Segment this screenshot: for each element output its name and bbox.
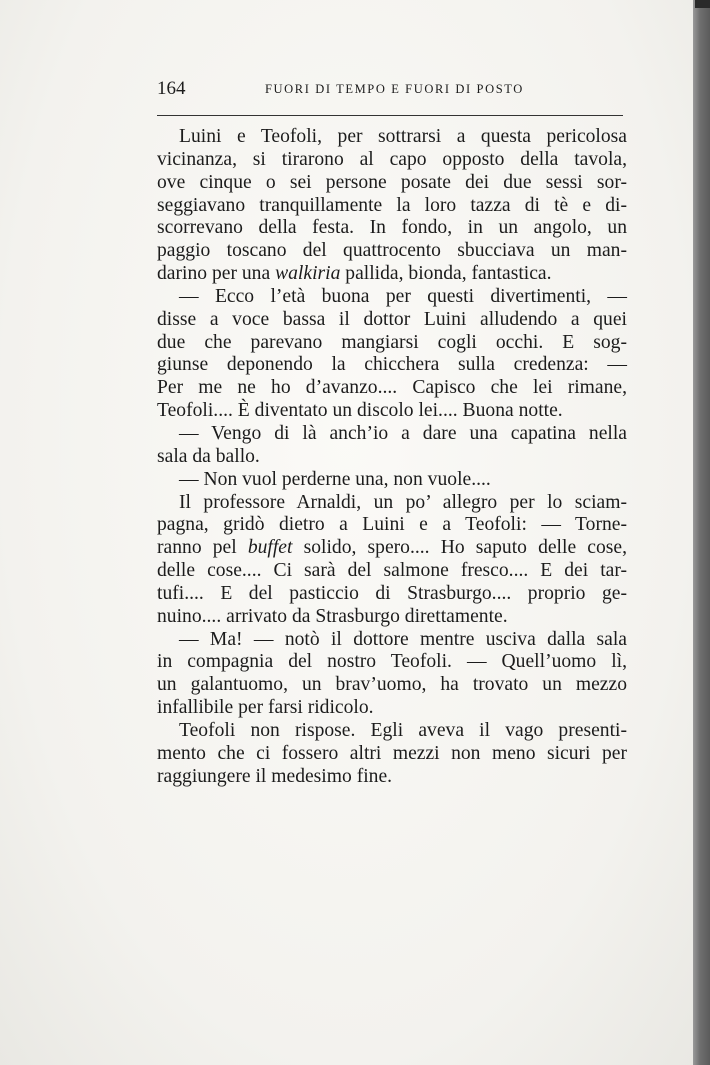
text-line: vicinanza, si tirarono al capo opposto della tavola, [157, 148, 627, 170]
text-line: — Vengo di là anch’io a dare una capatina nella [179, 422, 627, 444]
text-line: ove cinque o sei persone posate dei due sessi sor- [157, 171, 627, 193]
running-title: FUORI DI TEMPO E FUORI DI POSTO [265, 82, 524, 96]
text-line: seggiavano tranquillamente la loro tazza di tè e di- [157, 194, 627, 216]
text-line: Il professore Arnaldi, un po’ allegro per lo sciam- [179, 491, 627, 513]
text-line: mento che ci fossero altri mezzi non meno sicuri per [157, 742, 627, 764]
text-line: due che parevano mangiarsi cogli occhi. E sog- [157, 331, 627, 353]
page-edge-shadow [693, 0, 710, 1065]
text-line: delle cose.... Ci sarà del salmone fresco.... E dei tar- [157, 560, 627, 582]
italic-word: walkiria [275, 263, 341, 285]
text-segment: ranno pel [157, 537, 248, 559]
page-edge-corner [695, 0, 710, 8]
body-text [157, 126, 627, 788]
page-number: 164 [157, 78, 186, 99]
text-line: scorrevano della festa. In fondo, in un angolo, un [157, 217, 627, 239]
text-line: Teofoli.... È diventato un discolo lei.... Buona notte. [157, 400, 563, 422]
header-rule [157, 115, 623, 116]
text-line: — Ecco l’età buona per questi divertimenti, — [179, 285, 627, 307]
text-segment: solido, spero.... Ho saputo delle cose, [292, 537, 627, 559]
text-line: Luini e Teofoli, per sottrarsi a questa pericolosa [179, 126, 627, 147]
text-line: infallibile per farsi ridicolo. [157, 697, 374, 719]
text-line: Per me ne ho d’avanzo.... Capisco che lei rimane, [157, 377, 627, 399]
text-line [157, 263, 627, 286]
text-segment: pallida, bionda, fantastica. [340, 263, 552, 285]
italic-word: buffet [247, 537, 293, 559]
text-line: — Ma! — notò il dottore mentre usciva dalla sala [179, 628, 627, 650]
text-line: nuino.... arrivato da Strasburgo direttamente. [157, 605, 508, 627]
text-line: in compagnia del nostro Teofoli. — Quell’uomo lì, [157, 651, 627, 673]
text-line: paggio toscano del quattrocento sbucciava un man- [157, 240, 627, 262]
text-line: disse a voce bassa il dottor Luini alludendo a quei [157, 308, 627, 330]
page-header [157, 78, 625, 102]
text-line: Teofoli non rispose. Egli aveva il vago presenti- [179, 719, 627, 741]
text-line: sala da ballo. [157, 445, 260, 467]
text-line: raggiungere il medesimo fine. [157, 765, 393, 787]
text-line: pagna, gridò dietro a Luini e a Teofoli: — Torne- [157, 514, 627, 536]
text-line: — Non vuol perderne una, non vuole.... [179, 468, 491, 490]
text-line: tufi.... E del pasticcio di Strasburgo.... proprio ge- [157, 582, 627, 604]
text-line [157, 537, 627, 560]
text-segment: darino per una [157, 263, 276, 285]
text-line: giunse deponendo la chicchera sulla credenza: — [157, 354, 627, 376]
text-line: un galantuomo, un brav’uomo, ha trovato un mezzo [157, 674, 627, 696]
